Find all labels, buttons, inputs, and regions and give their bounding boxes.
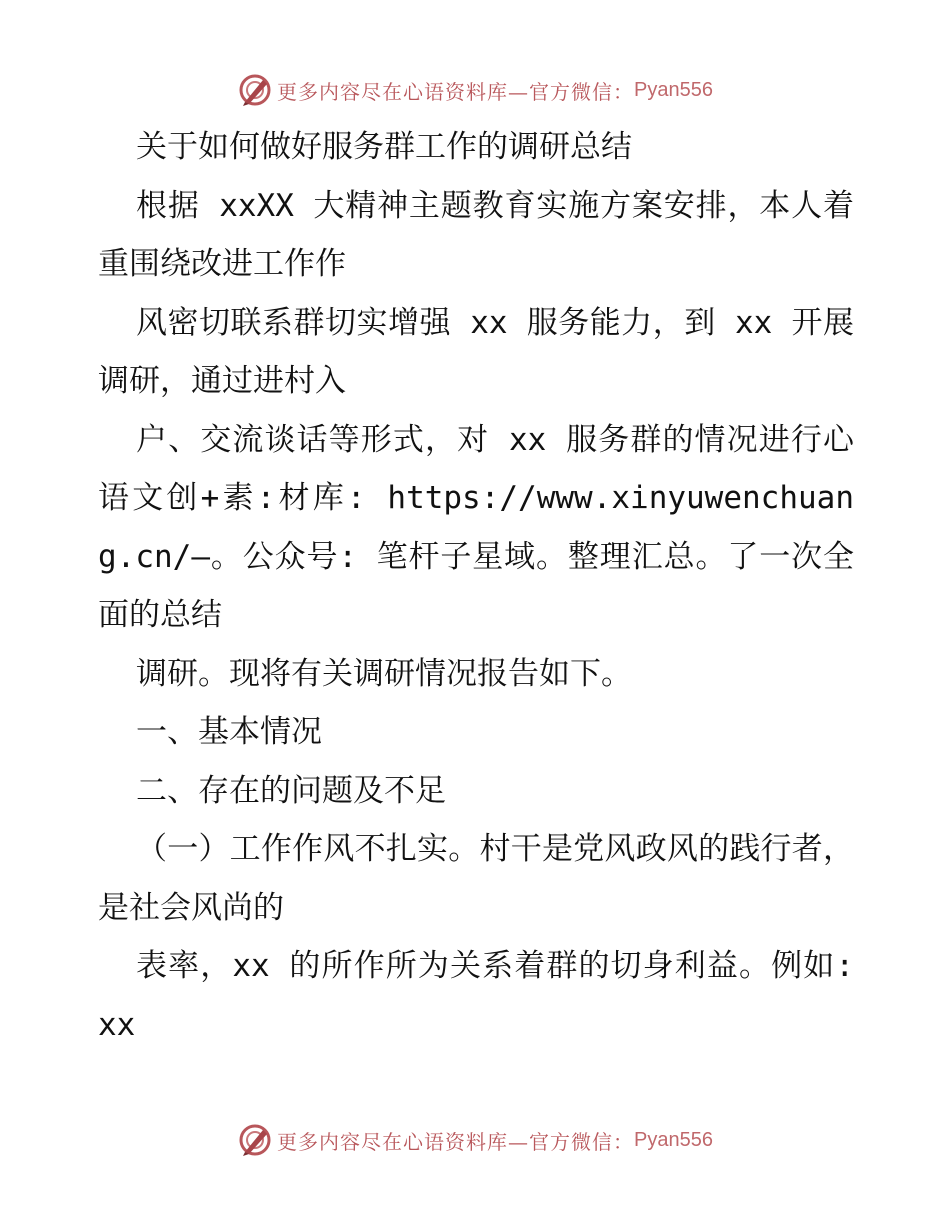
doc-paragraph: 户、交流谈话等形式，对 xx 服务群的情况进行心语文创+素:材库: https://www.xinyuwenchuang.cn/—。公众号: 笔杆子星域。整理汇总。了一次全面的总结 [98,421,854,633]
doc-paragraph: 风密切联系群切实增强 xx 服务能力，到 xx 开展调研，通过进村入 [98,304,854,399]
section-heading: 二、存在的问题及不足 [136,772,446,809]
doc-title: 关于如何做好服务群工作的调研总结 [136,129,632,165]
doc-paragraph: （一）工作作风不扎实。村干是党风政风的践行者，是社会风尚的 [98,831,854,926]
banner-contact: Pyan556 [634,78,713,101]
footer-watermark-banner [0,1120,950,1160]
doc-paragraph: 根据 xxXX 大精神主题教育实施方案安排，本人着重围绕改进工作作 [98,187,854,282]
header-watermark-banner [0,70,950,110]
doc-paragraph: 表率，xx 的所作所为关系着群的切身利益。例如: xx [98,948,854,1043]
section-heading: 一、基本情况 [136,714,322,750]
doc-paragraph: 调研。现将有关调研情况报告如下。 [136,655,632,692]
banner-text: 更多内容尽在心语资料库—官方微信： [277,79,635,104]
pen-logo-icon [237,72,273,108]
document-body [98,118,854,1054]
banner-text: 更多内容尽在心语资料库—官方微信： [277,1129,635,1154]
banner-contact: Pyan556 [634,1128,713,1151]
pen-logo-icon [237,1122,273,1158]
